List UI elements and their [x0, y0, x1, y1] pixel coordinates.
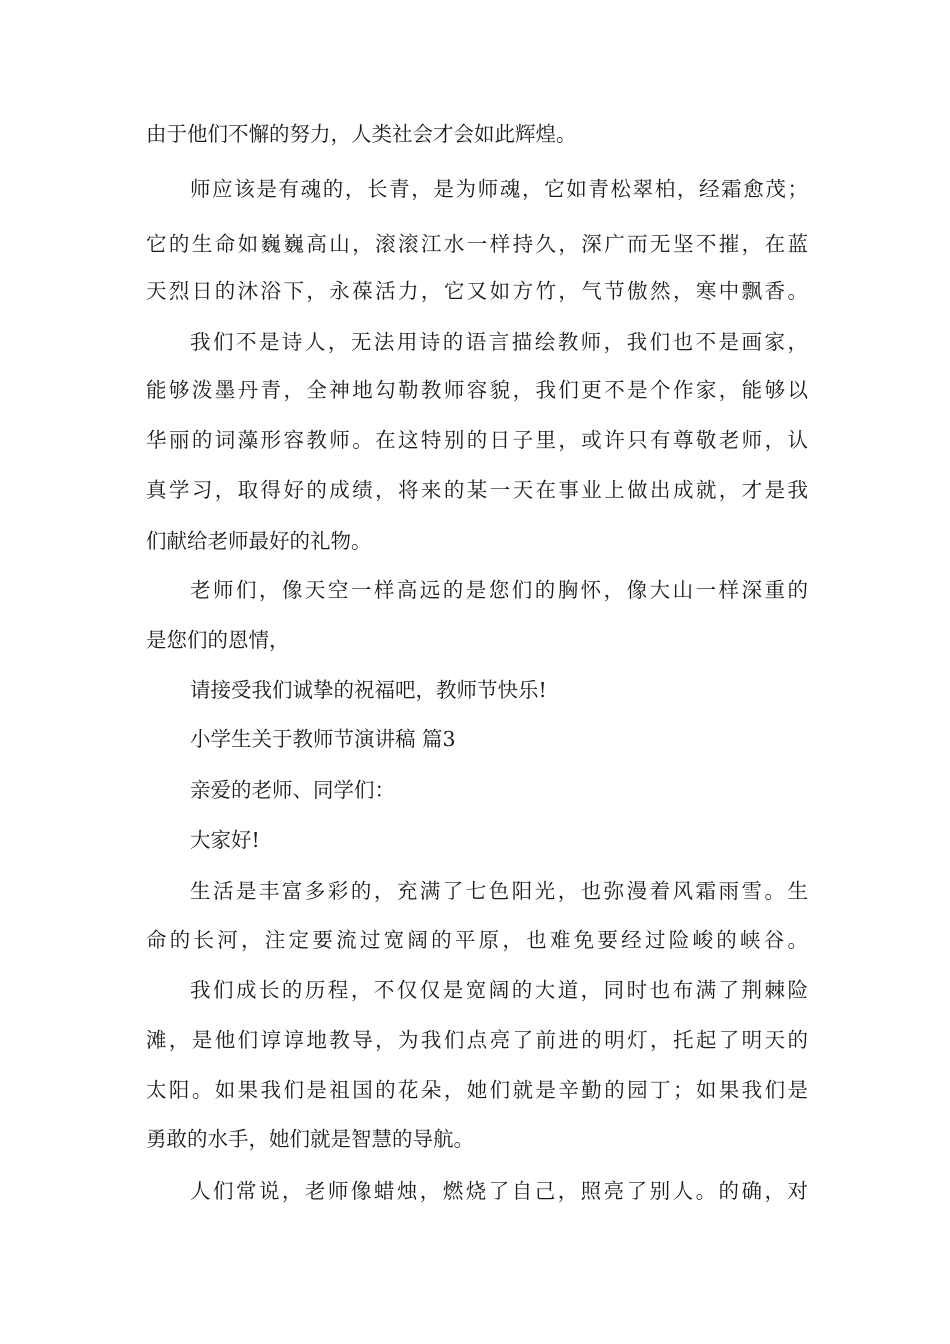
text-line: 它的生命如巍巍高山，滚滚江水一样持久，深广而无坚不摧，在蓝 — [146, 232, 808, 256]
text-line: 太阳。如果我们是祖国的花朵，她们就是辛勤的园丁；如果我们是 — [146, 1078, 808, 1102]
text-line: 老师们，像天空一样高远的是您们的胸怀，像大山一样深重的 — [190, 578, 808, 602]
text-line: 能够泼墨丹青，全神地勾勒教师容貌，我们更不是个作家，能够以 — [146, 378, 808, 402]
greeting-line: 大家好! — [190, 828, 260, 852]
text-line: 命的长河，注定要流过宽阔的平原，也难免要经过险峻的峡谷。 — [146, 928, 808, 952]
text-line: 人们常说，老师像蜡烛，燃烧了自己，照亮了别人。的确，对 — [190, 1179, 808, 1203]
text-line: 滩，是他们谆谆地教导，为我们点亮了前进的明灯，托起了明天的 — [146, 1028, 808, 1052]
text-line: 我们不是诗人，无法用诗的语言描绘教师，我们也不是画家， — [190, 330, 808, 354]
salutation-line: 亲爱的老师、同学们： — [190, 778, 395, 802]
text-line: 真学习，取得好的成绩，将来的某一天在事业上做出成就，才是我 — [146, 478, 808, 502]
text-line: 是您们的恩情， — [146, 628, 290, 652]
text-line: 天烈日的沐浴下，永葆活力，它又如方竹，气节傲然，寒中飘香。 — [146, 279, 808, 303]
text-line: 由于他们不懈的努力，人类社会才会如此辉煌。 — [146, 122, 577, 146]
text-line: 我们成长的历程，不仅仅是宽阔的大道，同时也布满了荆棘险 — [190, 978, 808, 1002]
text-line: 们献给老师最好的礼物。 — [146, 529, 372, 553]
text-line: 华丽的词藻形容教师。在这特别的日子里，或许只有尊敬老师，认 — [146, 428, 808, 452]
text-line: 请接受我们诚挚的祝福吧，教师节快乐! — [190, 678, 547, 702]
section-heading: 小学生关于教师节演讲稿 篇3 — [190, 727, 456, 751]
text-line: 师应该是有魂的，长青，是为师魂，它如青松翠柏，经霜愈茂； — [190, 177, 808, 201]
text-line: 勇敢的水手，她们就是智慧的导航。 — [146, 1127, 474, 1151]
text-line: 生活是丰富多彩的，充满了七色阳光，也弥漫着风霜雨雪。生 — [190, 879, 808, 903]
